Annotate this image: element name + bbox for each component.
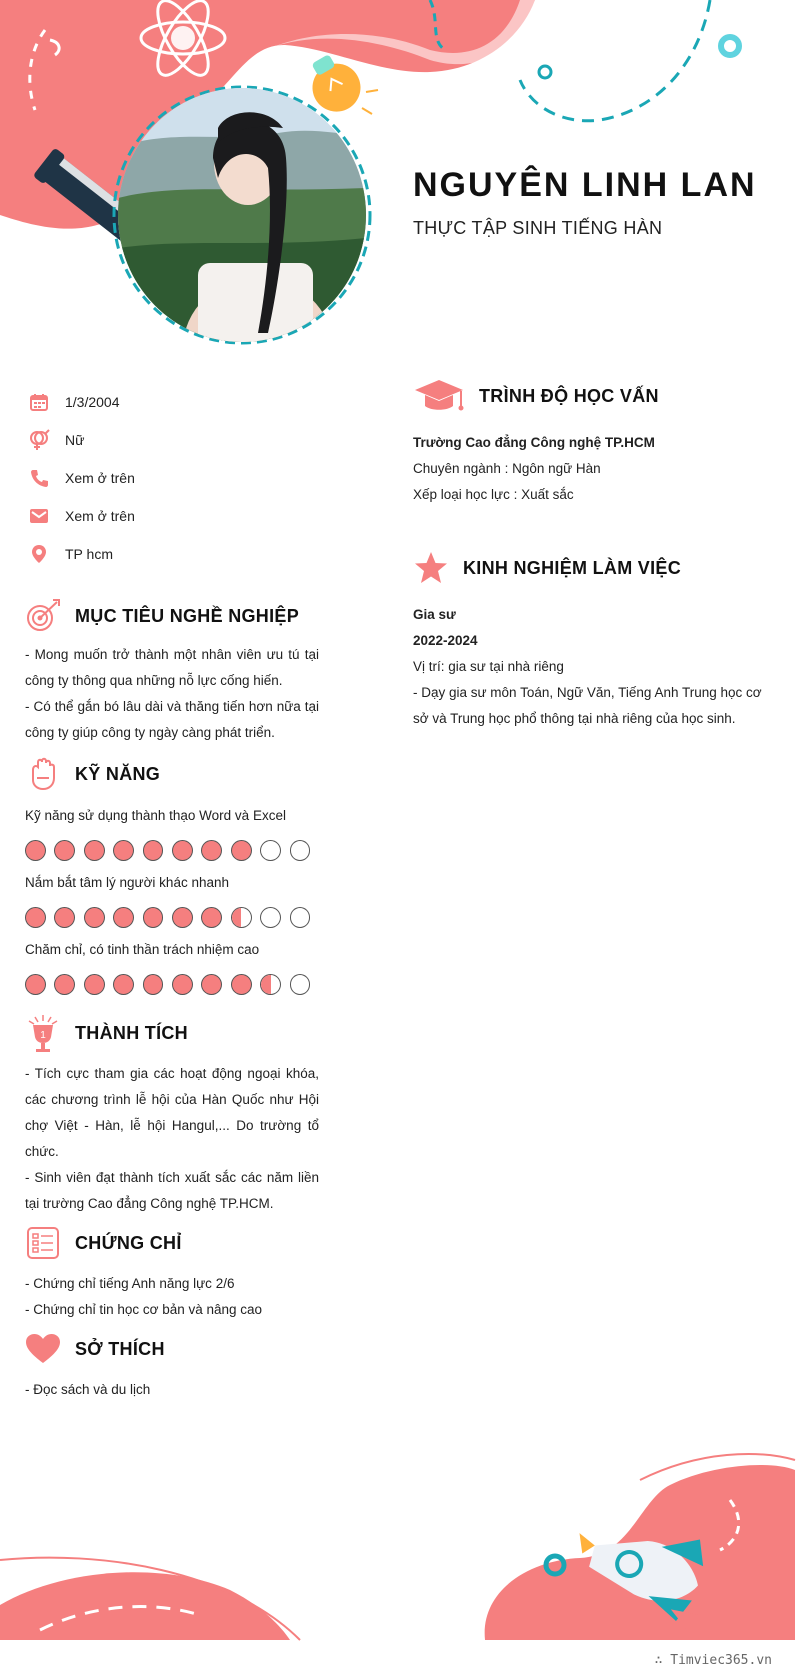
skill-rating [25, 974, 319, 995]
gender-icon [28, 429, 50, 451]
contact-gender [28, 421, 328, 459]
rating-dot [54, 907, 75, 928]
experience-period: 2022-2024 [413, 633, 478, 648]
experience-block [413, 602, 778, 732]
rating-dot [201, 840, 222, 861]
section-title: MỤC TIÊU NGHỀ NGHIỆP [75, 605, 300, 626]
rating-dot [113, 840, 134, 861]
rating-dot [172, 907, 193, 928]
section-title: KỸ NĂNG [75, 763, 161, 784]
contact-list [28, 383, 328, 573]
right-column [413, 376, 778, 732]
trophy-icon [25, 1015, 61, 1051]
paragraph-line: - Chứng chỉ tiếng Anh năng lực 2/6 [25, 1276, 235, 1291]
career-goal-text [25, 642, 319, 746]
rating-dot [143, 840, 164, 861]
rating-dot [84, 974, 105, 995]
paragraph-line: - Đọc sách và du lịch [25, 1382, 151, 1397]
rating-dot [231, 907, 252, 928]
hobbies-text [25, 1377, 319, 1403]
rating-dot [143, 907, 164, 928]
contact-value: Nữ [65, 432, 85, 448]
skill-item [25, 806, 319, 861]
contact-location [28, 535, 328, 573]
paragraph-line: - Sinh viên đạt thành tích xuất sắc các năm liền tại trường Cao đẳng Công nghệ TP.HCM. [25, 1170, 319, 1211]
rating-dot [172, 974, 193, 995]
skill-item [25, 873, 319, 928]
rating-dot [113, 974, 134, 995]
rating-dot [260, 907, 281, 928]
rating-dot [25, 840, 46, 861]
full-name: NGUYÊN LINH LAN [413, 166, 757, 204]
svg-text:1: 1 [40, 1030, 46, 1041]
section-title: CHỨNG CHỈ [75, 1232, 182, 1253]
paragraph-line: - Mong muốn trở thành một nhân viên ưu tú tại công ty thông qua những nỗ lực cống hiến. [25, 647, 319, 688]
skill-name: Nắm bắt tâm lý người khác nhanh [25, 875, 229, 890]
rating-dot [260, 974, 281, 995]
skill-item [25, 940, 319, 995]
skill-name: Kỹ năng sử dụng thành thạo Word và Excel [25, 808, 286, 823]
section-title: KINH NGHIỆM LÀM VIỆC [463, 557, 682, 578]
rating-dot [172, 840, 193, 861]
education-heading [413, 376, 778, 416]
skill-rating [25, 840, 319, 861]
education-block [413, 430, 778, 508]
calendar-icon [28, 391, 50, 413]
section-title: TRÌNH ĐỘ HỌC VẤN [479, 385, 659, 406]
rating-dot [290, 840, 311, 861]
rating-dot [143, 974, 164, 995]
email-icon [28, 505, 50, 527]
skills-heading [25, 754, 319, 794]
avatar [118, 88, 366, 342]
paragraph-line: - Có thể gắn bó lâu dài và thăng tiến hơn nữa tại công ty giúp công ty ngày càng phát triển. [25, 699, 319, 740]
rating-dot [84, 907, 105, 928]
left-column [25, 596, 319, 1403]
paragraph-line: - Tích cực tham gia các hoạt động ngoại khóa, các chương trình lễ hội của Hàn Quốc như Hội chợ Việt - Hàn, lễ hội Hangul,... Do trường tổ chức. [25, 1066, 319, 1159]
bottom-decoration [0, 1440, 800, 1675]
target-icon [25, 598, 61, 634]
experience-position: Vị trí: gia sư tại nhà riêng [413, 659, 564, 674]
location-icon [28, 543, 50, 565]
rating-dot [113, 907, 134, 928]
section-title: THÀNH TÍCH [75, 1022, 188, 1043]
watermark: ∴ Timviec365.vn [654, 1653, 772, 1668]
rating-dot [290, 974, 311, 995]
rating-dot [260, 840, 281, 861]
experience-heading [413, 548, 778, 588]
school-name: Trường Cao đẳng Công nghệ TP.HCM [413, 435, 655, 450]
contact-value: Xem ở trên [65, 508, 135, 524]
contact-birthday [28, 383, 328, 421]
academic-rank: Xếp loại học lực : Xuất sắc [413, 487, 574, 502]
achievements-text [25, 1061, 319, 1217]
skill-name: Chăm chỉ, có tinh thần trách nhiệm cao [25, 942, 260, 957]
rating-dot [201, 907, 222, 928]
contact-value: TP hcm [65, 546, 113, 562]
contact-email [28, 497, 328, 535]
rating-dot [25, 974, 46, 995]
phone-icon [28, 467, 50, 489]
job-title: THỰC TẬP SINH TIẾNG HÀN [413, 218, 663, 238]
certificates-heading [25, 1223, 319, 1263]
hobbies-heading [25, 1329, 319, 1369]
experience-description: - Dạy gia sư môn Toán, Ngữ Văn, Tiếng Anh Trung học cơ sở và Trung học phổ thông tại nhà riêng của học sinh. [413, 685, 762, 726]
certificates-text [25, 1271, 319, 1323]
rating-dot [231, 840, 252, 861]
rating-dot [201, 974, 222, 995]
contact-value: 1/3/2004 [65, 394, 120, 410]
section-title: SỞ THÍCH [75, 1338, 165, 1359]
rating-dot [54, 840, 75, 861]
achievements-heading [25, 1013, 319, 1053]
skill-rating [25, 907, 319, 928]
checklist-icon [25, 1225, 61, 1261]
rating-dot [231, 974, 252, 995]
avatar-frame [110, 80, 375, 350]
paragraph-line: - Chứng chỉ tin học cơ bản và nâng cao [25, 1302, 263, 1317]
contact-phone [28, 459, 328, 497]
experience-role: Gia sư [413, 607, 456, 622]
heart-icon [25, 1331, 61, 1367]
graduation-cap-icon [413, 378, 465, 414]
rating-dot [54, 974, 75, 995]
major: Chuyên ngành : Ngôn ngữ Hàn [413, 461, 601, 476]
rating-dot [25, 907, 46, 928]
star-icon [413, 550, 449, 586]
rating-dot [290, 907, 311, 928]
contact-value: Xem ở trên [65, 470, 135, 486]
fist-icon [25, 756, 61, 792]
rating-dot [84, 840, 105, 861]
career-goal-heading [25, 596, 319, 636]
